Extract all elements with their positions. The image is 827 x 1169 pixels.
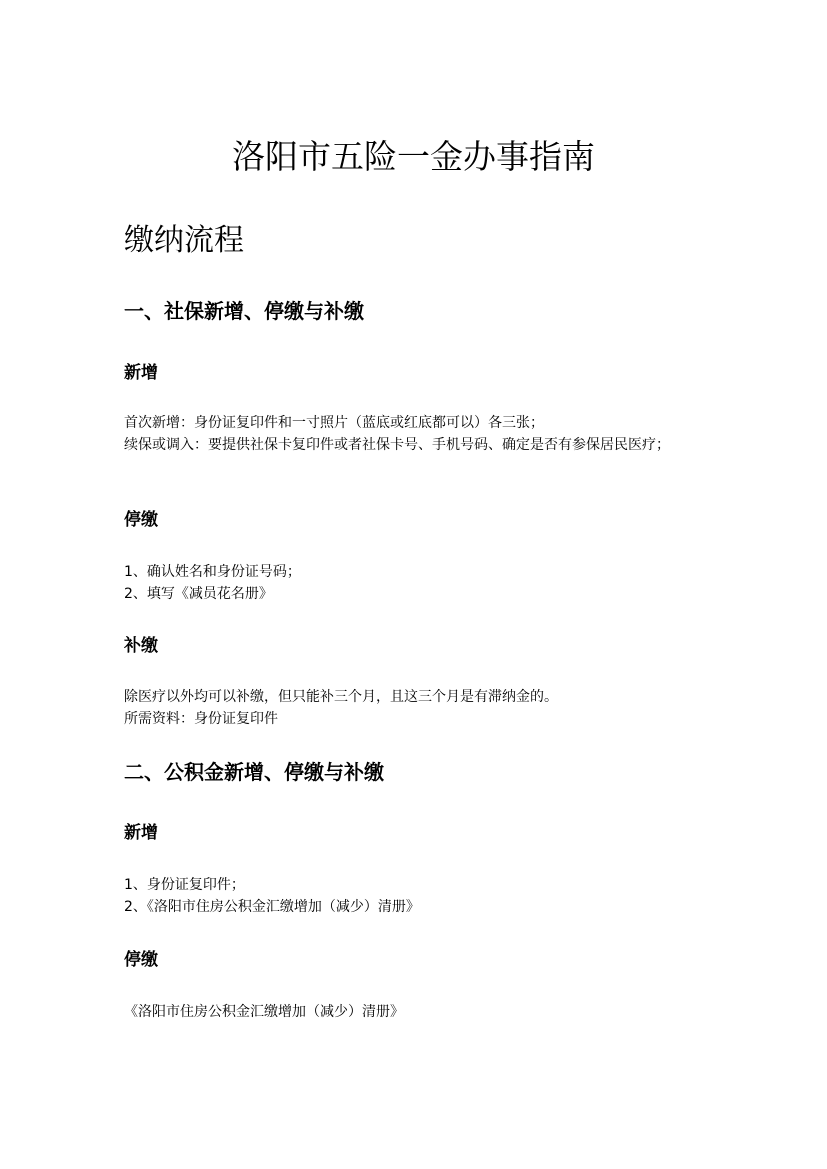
- main-heading: 缴纳流程: [124, 223, 244, 258]
- paragraph-line: 所需资料：身份证复印件: [124, 711, 278, 727]
- paragraph-line: 《洛阳市住房公积金汇缴增加（减少）清册》: [124, 1004, 404, 1020]
- paragraph-line: 续保或调入：要提供社保卡复印件或者社保卡号、手机号码、确定是否有参保居民医疗；: [124, 437, 670, 453]
- section-1-sub-3-body: [124, 686, 714, 730]
- section-2-title: 二、公积金新增、停缴与补缴: [124, 760, 384, 784]
- section-1-title: 一、社保新增、停缴与补缴: [124, 299, 364, 323]
- section-2-sub-2-title: 停缴: [124, 950, 158, 970]
- section-2-sub-2-body: [124, 1001, 714, 1023]
- section-1-sub-2-body: [124, 561, 714, 605]
- document-title: 洛阳市五险一金办事指南: [232, 137, 595, 176]
- section-1-sub-1-body: [124, 412, 714, 456]
- paragraph-line: 首次新增：身份证复印件和一寸照片（蓝底或红底都可以）各三张；: [124, 415, 544, 431]
- section-1-sub-2-title: 停缴: [124, 510, 158, 530]
- paragraph-line: 2、填写《减员花名册》: [124, 586, 273, 602]
- section-2-sub-1-title: 新增: [124, 823, 158, 843]
- section-1-sub-1-title: 新增: [124, 363, 158, 383]
- paragraph-line: 1、确认姓名和身份证号码；: [124, 564, 301, 580]
- section-2-sub-1-body: [124, 874, 714, 918]
- paragraph-line: 1、身份证复印件；: [124, 877, 245, 893]
- section-1-sub-3-title: 补缴: [124, 636, 158, 656]
- paragraph-line: 2、《洛阳市住房公积金汇缴增加（减少）清册》: [124, 899, 420, 915]
- paragraph-line: 除医疗以外均可以补缴，但只能补三个月，且这三个月是有滞纳金的。: [124, 689, 558, 705]
